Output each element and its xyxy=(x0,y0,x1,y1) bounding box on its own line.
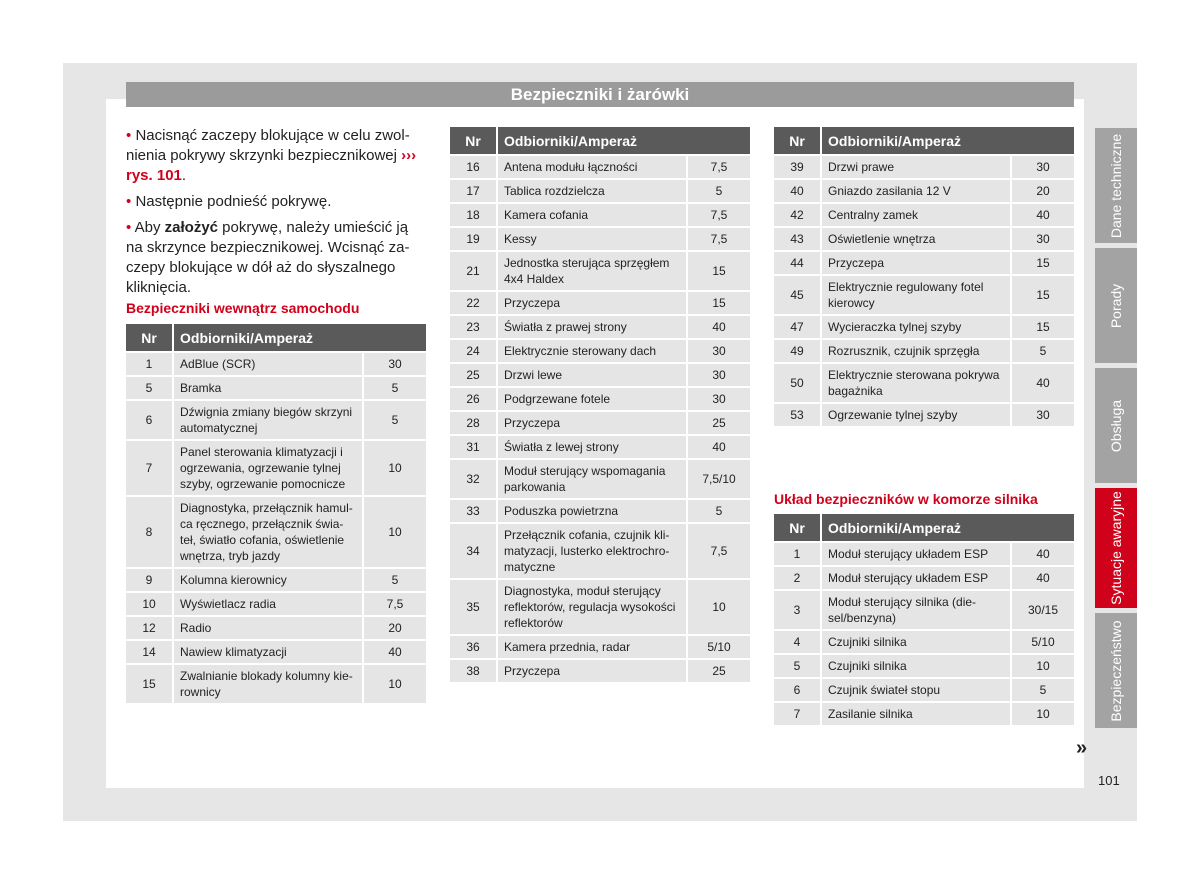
fuse-number-cell: 33 xyxy=(450,500,496,522)
intro-step-1: • Nacisnąć zaczepy blokujące w celu zwol-nienia pokrywy skrzynki bezpiecznikowej ››› rys. 101. xyxy=(126,127,417,184)
consumer-name-cell: Elektrycznie sterowana pokrywa bagażnika xyxy=(822,364,1010,402)
fuse-number-cell: 1 xyxy=(126,353,172,375)
table-row xyxy=(126,593,426,615)
fuse-number-cell: 17 xyxy=(450,180,496,202)
intro-step-3-text-a: Aby xyxy=(134,219,161,236)
amperage-cell: 7,5 xyxy=(688,228,750,250)
fuse-number-cell: 32 xyxy=(450,460,496,498)
fuse-number-cell: 16 xyxy=(450,156,496,178)
fuse-number-cell: 21 xyxy=(450,252,496,290)
table-row xyxy=(126,377,426,399)
consumer-name-cell: Drzwi prawe xyxy=(822,156,1010,178)
side-tab-label: Obsługa xyxy=(1108,399,1124,452)
table-row xyxy=(450,412,750,434)
table-row xyxy=(450,636,750,658)
amperage-cell: 25 xyxy=(688,660,750,682)
amperage-cell: 5 xyxy=(364,377,426,399)
fuse-number-cell: 38 xyxy=(450,660,496,682)
table-row xyxy=(450,204,750,226)
fuse-number-cell: 42 xyxy=(774,204,820,226)
fuse-number-cell: 49 xyxy=(774,340,820,362)
table-row xyxy=(774,340,1074,362)
column-header-nr: Nr xyxy=(450,127,496,154)
fuse-number-cell: 6 xyxy=(774,679,820,701)
amperage-cell: 40 xyxy=(688,436,750,458)
amperage-cell: 5 xyxy=(688,180,750,202)
section-heading-inside: Bezpieczniki wewnątrz samochodu xyxy=(126,300,360,316)
amperage-cell: 30 xyxy=(688,388,750,410)
fuse-number-cell: 14 xyxy=(126,641,172,663)
amperage-cell: 7,5/10 xyxy=(688,460,750,498)
fuse-table-inside-3 xyxy=(772,125,1076,428)
fuse-number-cell: 36 xyxy=(450,636,496,658)
intro-text xyxy=(126,126,426,304)
side-tab-tips[interactable] xyxy=(1095,248,1137,363)
side-tab-technical-data[interactable] xyxy=(1095,128,1137,243)
table-row xyxy=(450,660,750,682)
table-row xyxy=(450,364,750,386)
intro-step-1-text: Nacisnąć zaczepy blokujące w celu zwol-nienia pokrywy skrzynki bezpiecznikowej xyxy=(126,127,410,164)
table-row xyxy=(774,156,1074,178)
bullet-icon: • xyxy=(126,193,132,210)
consumer-name-cell: Ogrzewanie tylnej szyby xyxy=(822,404,1010,426)
intro-step-3-bold: założyć xyxy=(164,219,218,236)
consumer-name-cell: Wyświetlacz radia xyxy=(174,593,362,615)
consumer-name-cell: Podgrzewane fotele xyxy=(498,388,686,410)
table-row xyxy=(126,353,426,375)
amperage-cell: 15 xyxy=(688,292,750,314)
fuse-number-cell: 31 xyxy=(450,436,496,458)
amperage-cell: 10 xyxy=(364,497,426,567)
column-header-name: Odbiorniki/Amperaż xyxy=(822,514,1074,541)
consumer-name-cell: Diagnostyka, moduł sterujący reflektorów, regulacja wysokości reflektorów xyxy=(498,580,686,634)
table-row xyxy=(774,703,1074,725)
amperage-cell: 7,5 xyxy=(688,204,750,226)
fuse-number-cell: 45 xyxy=(774,276,820,314)
column-header-name: Odbiorniki/Amperaż xyxy=(174,324,426,351)
bullet-icon: • xyxy=(126,127,132,144)
fuse-number-cell: 34 xyxy=(450,524,496,578)
intro-step-2-text: Następnie podnieść pokrywę. xyxy=(135,193,332,210)
table-row xyxy=(774,316,1074,338)
consumer-name-cell: Bramka xyxy=(174,377,362,399)
table-row xyxy=(774,252,1074,274)
consumer-name-cell: Moduł sterujący układem ESP xyxy=(822,543,1010,565)
side-tab-label: Sytuacje awaryjne xyxy=(1108,491,1124,605)
consumer-name-cell: Przyczepa xyxy=(498,660,686,682)
fuse-number-cell: 8 xyxy=(126,497,172,567)
intro-step-3-text-b: pokrywę, należy umieścić ją na skrzynce bezpiecznikowej. Wcisnąć za-czepy blokujące w dół aż do słyszalnego kliknięcia. xyxy=(126,219,410,296)
table-row xyxy=(450,500,750,522)
fuse-table-inside-1 xyxy=(124,322,428,705)
table-row xyxy=(774,591,1074,629)
figure-ref-prefix: ››› xyxy=(401,147,417,164)
consumer-name-cell: Światła z lewej strony xyxy=(498,436,686,458)
amperage-cell: 15 xyxy=(688,252,750,290)
consumer-name-cell: Rozrusznik, czujnik sprzęgła xyxy=(822,340,1010,362)
amperage-cell: 15 xyxy=(1012,316,1074,338)
fuse-number-cell: 7 xyxy=(126,441,172,495)
fuse-number-cell: 9 xyxy=(126,569,172,591)
table-row xyxy=(450,340,750,362)
fuse-number-cell: 47 xyxy=(774,316,820,338)
side-tab-safety[interactable] xyxy=(1095,613,1137,728)
consumer-name-cell: Moduł sterujący silnika (die-sel/benzyna) xyxy=(822,591,1010,629)
table-row xyxy=(126,401,426,439)
column-header-name: Odbiorniki/Amperaż xyxy=(498,127,750,154)
fuse-number-cell: 40 xyxy=(774,180,820,202)
column-header-nr: Nr xyxy=(126,324,172,351)
amperage-cell: 30 xyxy=(1012,404,1074,426)
fuse-number-cell: 24 xyxy=(450,340,496,362)
page-frame-left xyxy=(63,63,106,821)
fuse-number-cell: 4 xyxy=(774,631,820,653)
table-row xyxy=(774,567,1074,589)
table-row xyxy=(774,364,1074,402)
amperage-cell: 10 xyxy=(1012,655,1074,677)
table-row xyxy=(126,665,426,703)
amperage-cell: 5 xyxy=(1012,340,1074,362)
consumer-name-cell: Gniazdo zasilania 12 V xyxy=(822,180,1010,202)
fuse-number-cell: 26 xyxy=(450,388,496,410)
amperage-cell: 5 xyxy=(688,500,750,522)
side-tab-operation[interactable] xyxy=(1095,368,1137,483)
consumer-name-cell: Przyczepa xyxy=(498,292,686,314)
amperage-cell: 40 xyxy=(364,641,426,663)
table-row xyxy=(126,569,426,591)
consumer-name-cell: Wycieraczka tylnej szyby xyxy=(822,316,1010,338)
bullet-icon: • xyxy=(126,219,132,236)
table-row xyxy=(126,441,426,495)
table-row xyxy=(774,655,1074,677)
amperage-cell: 10 xyxy=(364,441,426,495)
fuse-number-cell: 5 xyxy=(774,655,820,677)
amperage-cell: 30 xyxy=(1012,228,1074,250)
fuse-number-cell: 1 xyxy=(774,543,820,565)
fuse-number-cell: 43 xyxy=(774,228,820,250)
amperage-cell: 30/15 xyxy=(1012,591,1074,629)
consumer-name-cell: Kamera przednia, radar xyxy=(498,636,686,658)
fuse-table-inside-2 xyxy=(448,125,752,684)
fuse-number-cell: 50 xyxy=(774,364,820,402)
consumer-name-cell: Przełącznik cofania, czujnik kli-matyzacji, lusterko elektrochro-matyczne xyxy=(498,524,686,578)
fuse-number-cell: 10 xyxy=(126,593,172,615)
consumer-name-cell: AdBlue (SCR) xyxy=(174,353,362,375)
amperage-cell: 5/10 xyxy=(1012,631,1074,653)
amperage-cell: 10 xyxy=(364,665,426,703)
amperage-cell: 5/10 xyxy=(688,636,750,658)
side-tab-label: Dane techniczne xyxy=(1108,133,1124,238)
fuse-number-cell: 25 xyxy=(450,364,496,386)
table-row xyxy=(126,497,426,567)
amperage-cell: 20 xyxy=(1012,180,1074,202)
fuse-number-cell: 15 xyxy=(126,665,172,703)
fuse-number-cell: 53 xyxy=(774,404,820,426)
consumer-name-cell: Dźwignia zmiany biegów skrzyni automatycznej xyxy=(174,401,362,439)
consumer-name-cell: Zasilanie silnika xyxy=(822,703,1010,725)
fuse-number-cell: 7 xyxy=(774,703,820,725)
fuse-number-cell: 28 xyxy=(450,412,496,434)
consumer-name-cell: Poduszka powietrzna xyxy=(498,500,686,522)
amperage-cell: 30 xyxy=(364,353,426,375)
table-row xyxy=(774,679,1074,701)
amperage-cell: 40 xyxy=(1012,567,1074,589)
amperage-cell: 10 xyxy=(1012,703,1074,725)
consumer-name-cell: Tablica rozdzielcza xyxy=(498,180,686,202)
amperage-cell: 30 xyxy=(1012,156,1074,178)
consumer-name-cell: Oświetlenie wnętrza xyxy=(822,228,1010,250)
fuse-number-cell: 22 xyxy=(450,292,496,314)
fuse-table-engine xyxy=(772,512,1076,727)
side-tab-emergencies[interactable] xyxy=(1095,488,1137,608)
fuse-number-cell: 18 xyxy=(450,204,496,226)
consumer-name-cell: Panel sterowania klimatyzacji i ogrzewania, ogrzewanie tylnej szyby, ogrzewanie pomocnicze xyxy=(174,441,362,495)
amperage-cell: 40 xyxy=(1012,543,1074,565)
table-row xyxy=(450,580,750,634)
fuse-number-cell: 2 xyxy=(774,567,820,589)
table-row xyxy=(450,156,750,178)
consumer-name-cell: Radio xyxy=(174,617,362,639)
table-row xyxy=(450,388,750,410)
table-row xyxy=(774,631,1074,653)
consumer-name-cell: Kamera cofania xyxy=(498,204,686,226)
consumer-name-cell: Czujnik świateł stopu xyxy=(822,679,1010,701)
consumer-name-cell: Czujniki silnika xyxy=(822,631,1010,653)
amperage-cell: 7,5 xyxy=(688,524,750,578)
table-row xyxy=(450,524,750,578)
consumer-name-cell: Zwalnianie blokady kolumny kie-rownicy xyxy=(174,665,362,703)
consumer-name-cell: Moduł sterujący wspomagania parkowania xyxy=(498,460,686,498)
amperage-cell: 5 xyxy=(364,569,426,591)
table-row xyxy=(774,276,1074,314)
amperage-cell: 5 xyxy=(1012,679,1074,701)
intro-step-3 xyxy=(126,218,426,298)
consumer-name-cell: Moduł sterujący układem ESP xyxy=(822,567,1010,589)
amperage-cell: 30 xyxy=(688,364,750,386)
consumer-name-cell: Nawiew klimatyzacji xyxy=(174,641,362,663)
amperage-cell: 10 xyxy=(688,580,750,634)
table-row xyxy=(774,180,1074,202)
table-row xyxy=(774,228,1074,250)
fuse-number-cell: 6 xyxy=(126,401,172,439)
consumer-name-cell: Kolumna kierownicy xyxy=(174,569,362,591)
amperage-cell: 25 xyxy=(688,412,750,434)
column-header-nr: Nr xyxy=(774,127,820,154)
consumer-name-cell: Diagnostyka, przełącznik hamul-ca ręcznego, przełącznik świa-teł, światło cofania, oświetlenie wnętrza, tryb jazdy xyxy=(174,497,362,567)
table-row xyxy=(450,180,750,202)
table-row xyxy=(450,252,750,290)
continued-mark-icon: » xyxy=(1076,737,1088,759)
amperage-cell: 40 xyxy=(688,316,750,338)
table-row xyxy=(126,617,426,639)
amperage-cell: 5 xyxy=(364,401,426,439)
amperage-cell: 15 xyxy=(1012,276,1074,314)
table-row xyxy=(774,404,1074,426)
table-row xyxy=(450,316,750,338)
amperage-cell: 20 xyxy=(364,617,426,639)
table-row xyxy=(450,460,750,498)
section-heading-engine: Układ bezpieczników w komorze silnika xyxy=(774,491,1038,507)
table-row xyxy=(450,228,750,250)
fuse-number-cell: 12 xyxy=(126,617,172,639)
page-frame-bottom xyxy=(63,788,1137,821)
table-row xyxy=(774,204,1074,226)
consumer-name-cell: Elektrycznie sterowany dach xyxy=(498,340,686,362)
consumer-name-cell: Drzwi lewe xyxy=(498,364,686,386)
fuse-number-cell: 44 xyxy=(774,252,820,274)
fuse-number-cell: 3 xyxy=(774,591,820,629)
consumer-name-cell: Czujniki silnika xyxy=(822,655,1010,677)
amperage-cell: 30 xyxy=(688,340,750,362)
amperage-cell: 15 xyxy=(1012,252,1074,274)
side-tab-label: Porady xyxy=(1108,283,1124,328)
fuse-number-cell: 39 xyxy=(774,156,820,178)
consumer-name-cell: Przyczepa xyxy=(822,252,1010,274)
consumer-name-cell: Przyczepa xyxy=(498,412,686,434)
column-header-name: Odbiorniki/Amperaż xyxy=(822,127,1074,154)
table-row xyxy=(450,436,750,458)
amperage-cell: 7,5 xyxy=(688,156,750,178)
amperage-cell: 40 xyxy=(1012,364,1074,402)
amperage-cell: 40 xyxy=(1012,204,1074,226)
fuse-number-cell: 5 xyxy=(126,377,172,399)
figure-ref-link[interactable]: rys. 101 xyxy=(126,167,182,184)
table-row xyxy=(450,292,750,314)
fuse-number-cell: 19 xyxy=(450,228,496,250)
intro-step-2 xyxy=(126,192,426,212)
page-number: 101 xyxy=(1098,773,1120,788)
side-tab-label: Bezpieczeństwo xyxy=(1108,619,1124,722)
consumer-name-cell: Kessy xyxy=(498,228,686,250)
fuse-number-cell: 23 xyxy=(450,316,496,338)
consumer-name-cell: Elektrycznie regulowany fotel kierowcy xyxy=(822,276,1010,314)
consumer-name-cell: Jednostka sterująca sprzęgłem 4x4 Haldex xyxy=(498,252,686,290)
page-title: Bezpieczniki i żarówki xyxy=(126,82,1074,107)
amperage-cell: 7,5 xyxy=(364,593,426,615)
column-header-nr: Nr xyxy=(774,514,820,541)
table-row xyxy=(126,641,426,663)
fuse-number-cell: 35 xyxy=(450,580,496,634)
consumer-name-cell: Centralny zamek xyxy=(822,204,1010,226)
table-row xyxy=(774,543,1074,565)
consumer-name-cell: Antena modułu łączności xyxy=(498,156,686,178)
consumer-name-cell: Światła z prawej strony xyxy=(498,316,686,338)
